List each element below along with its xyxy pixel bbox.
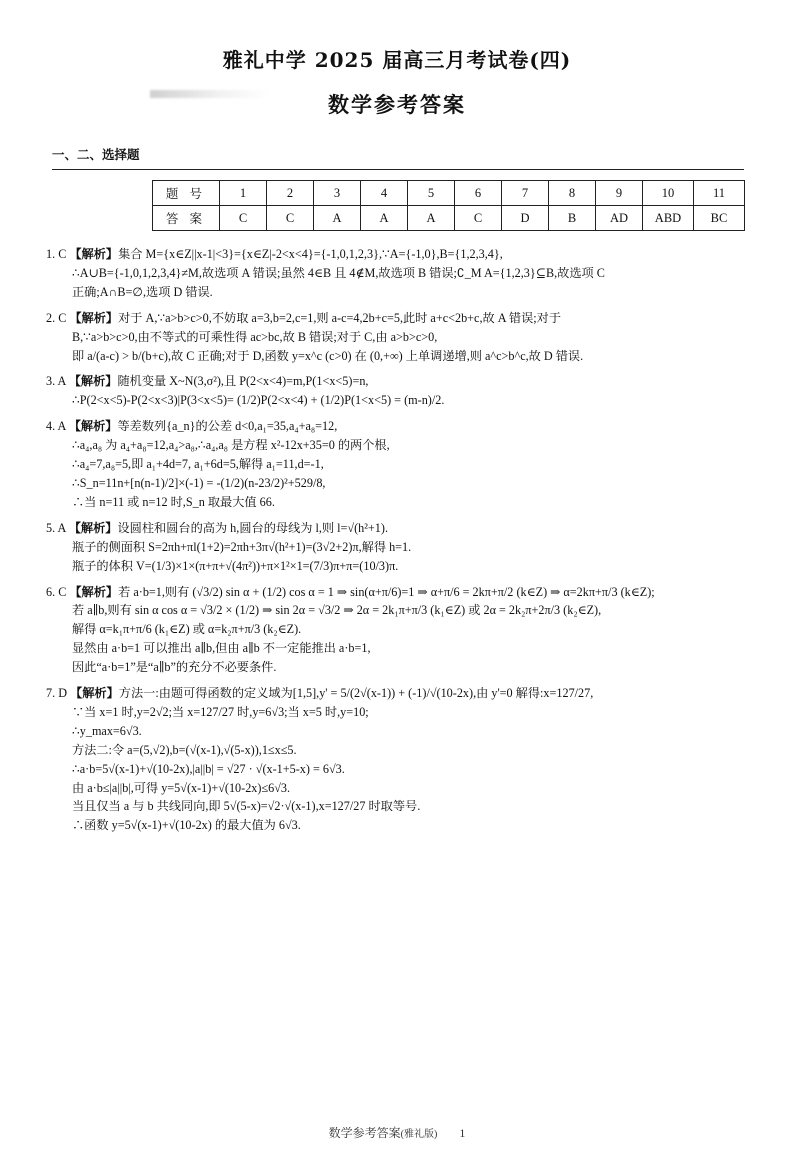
solution-line: ∴a₄=7,a₈=5,即 a₁+4d=7, a₁+6d=5,解得 a₁=11,d=-1,: [72, 457, 324, 472]
solution-answer: A: [57, 419, 66, 434]
solution-item-6: [46, 583, 738, 678]
solution-line: 瓶子的体积 V=(1/3)×1×(π+π+√(4π²))+π×1²×1=(7/3)π+π=(10/3)π.: [72, 558, 399, 573]
answer-cell: A: [361, 206, 408, 231]
answer-cell: C: [220, 206, 267, 231]
answer-cell: B: [549, 206, 596, 231]
solution-number: 6.: [46, 584, 56, 599]
solution-item-1: [46, 245, 738, 302]
table-row-questions: [153, 181, 745, 206]
solution-number: 5.: [46, 520, 56, 535]
solution-line: B,∵a>b>c>0,由不等式的可乘性得 ac>bc,故 B 错误;对于 C,由 a>b>c>0,: [72, 329, 438, 344]
solution-answer: A: [57, 374, 66, 389]
solution-line: ∴a₄,a₈ 为 a₄+a₈=12,a₄>a₈,∴a₄,a₈ 是方程 x²-12x+35=0 的两个根,: [72, 438, 390, 453]
question-number: 8: [549, 181, 596, 206]
page-footer: [0, 1124, 794, 1141]
solution-line: ∴S_n=11n+[n(n-1)/2]×(-1) = -(1/2)(n-23/2)²+529/8,: [72, 475, 326, 490]
solution-line: ∴P(2<x<5)-P(2<x<3)|P(3<x<5)= (1/2)P(2<x<4) + (1/2)P(1<x<5) = (m-n)/2.: [72, 393, 445, 408]
answer-cell: D: [502, 206, 549, 231]
footer-title: 数学参考答案: [328, 1126, 401, 1140]
solution-number: 3.: [46, 374, 56, 389]
solution-line: 因此“a·b=1”是“a∥b”的充分不必要条件.: [72, 660, 277, 675]
answer-cell: A: [408, 206, 455, 231]
solution-line: 若 a∥b,则有 sin α cos α = √3/2 × (1/2) ⇒ sin 2α = √3/2 ⇒ 2α = 2k₁π+π/3 (k₁∈Z) 或 2α = 2k₂π+2π/3 (k₂∈Z),: [72, 603, 602, 618]
page-subtitle: 数学参考答案: [328, 92, 466, 117]
page-title: 雅礼中学 2025 届高三月考试卷(四): [222, 48, 572, 72]
answer-cell: C: [267, 206, 314, 231]
solution-answer: C: [58, 584, 67, 599]
solution-line: 方法二:令 a=(5,√2),b=(√(x-1),√(5-x)),1≤x≤5.: [72, 742, 297, 757]
question-number: 10: [643, 181, 694, 206]
answer-table: [152, 180, 745, 231]
solution-item-2: [46, 309, 738, 366]
solution-item-5: [46, 519, 738, 576]
solution-tag: 【解析】: [70, 686, 119, 701]
question-number: 4: [361, 181, 408, 206]
solution-line: 对于 A,∵a>b>c>0,不妨取 a=3,b=2,c=1,则 a-c=4,2b+c=5,此时 a+c<2b+c,故 A 错误;对于: [118, 310, 562, 325]
solution-number: 1.: [46, 247, 56, 261]
answer-cell: C: [455, 206, 502, 231]
answer-cell: A: [314, 206, 361, 231]
answer-sheet-page: [0, 44, 794, 1167]
solution-tag: 【解析】: [69, 310, 119, 325]
answer-cell: ABD: [643, 206, 694, 231]
solution-answer: C: [58, 310, 67, 325]
solution-line: ∴A∪B={-1,0,1,2,3,4}≠M,故选项 A 错误;虽然 4∈B 且 4∉M,故选项 B 错误;∁_M A={1,2,3}⊆B,故选项 C: [72, 265, 605, 280]
solution-number: 7.: [46, 686, 56, 701]
solution-line: 显然由 a·b=1 可以推出 a∥b,但由 a∥b 不一定能推出 a·b=1,: [72, 641, 371, 656]
solution-line: ∴a·b=5√(x-1)+√(10-2x),|a||b| = √27 · √(x-1+5-x) = 6√3.: [72, 761, 345, 776]
solution-tag: 【解析】: [68, 374, 118, 389]
solution-line: 集合 M={x∈Z||x-1|<3}={x∈Z|-2<x<4}={-1,0,1,2,3},∵A={-1,0},B={1,2,3,4},: [118, 247, 503, 261]
row-label-answers: 答 案: [153, 206, 220, 231]
solution-tag: 【解析】: [68, 520, 118, 535]
row-label-questions: 题 号: [153, 181, 220, 206]
solutions-list: [0, 245, 794, 835]
scan-artifact: [150, 90, 270, 98]
page-number: 1: [459, 1126, 466, 1140]
solution-line: 即 a/(a-c) > b/(b+c),故 C 正确;对于 D,函数 y=x^c (c>0) 在 (0,+∞) 上单调递增,则 a^c>b^c,故 D 错误.: [72, 348, 584, 363]
solution-line: 设圆柱和圆台的高为 h,圆台的母线为 l,则 l=√(h²+1).: [117, 520, 388, 535]
solution-tag: 【解析】: [69, 247, 119, 261]
section-divider: [52, 169, 744, 170]
answer-cell: BC: [694, 206, 745, 231]
solution-item-7: [46, 684, 738, 835]
solution-line: 若 a·b=1,则有 (√3/2) sin α + (1/2) cos α = 1 ⇒ sin(α+π/6)=1 ⇒ α+π/6 = 2kπ+π/2 (k∈Z) ⇒ α=2kπ+π/3 (k∈Z);: [118, 584, 655, 599]
solution-line: ∵当 x=1 时,y=2√2;当 x=127/27 时,y=6√3;当 x=5 时,y=10;: [72, 704, 369, 719]
solution-number: 2.: [46, 310, 56, 325]
solution-tag: 【解析】: [68, 419, 118, 434]
solution-line: ∴函数 y=5√(x-1)+√(10-2x) 的最大值为 6√3.: [72, 818, 301, 833]
solution-line: 由 a·b≤|a||b|,可得 y=5√(x-1)+√(10-2x)≤6√3.: [72, 780, 291, 795]
question-number: 6: [455, 181, 502, 206]
solution-answer: A: [57, 520, 66, 535]
table-row-answers: [153, 206, 745, 231]
solution-line: 方法一:由题可得函数的定义域为[1,5],y' = 5/(2√(x-1)) + (-1)/√(10-2x),由 y'=0 解得:x=127/27,: [118, 686, 594, 701]
question-number: 3: [314, 181, 361, 206]
solution-line: 等差数列{a_n}的公差 d<0,a₁=35,a₄+a₈=12,: [117, 419, 338, 434]
solution-number: 4.: [46, 419, 56, 434]
solution-line: 随机变量 X~N(3,σ²),且 P(2<x<4)=m,P(1<x<5)=n,: [117, 374, 369, 389]
question-number: 9: [596, 181, 643, 206]
section-heading: 一、二、选择题: [52, 148, 140, 162]
solution-tag: 【解析】: [69, 584, 119, 599]
question-number: 2: [267, 181, 314, 206]
answer-cell: AD: [596, 206, 643, 231]
solution-line: 瓶子的侧面积 S=2πh+πl(1+2)=2πh+3π√(h²+1)=(3√2+2)π,解得 h=1.: [72, 539, 412, 554]
solution-line: ∴y_max=6√3.: [72, 723, 142, 738]
solution-answer: C: [58, 247, 67, 261]
question-number: 5: [408, 181, 455, 206]
solution-line: 当且仅当 a 与 b 共线同向,即 5√(5-x)=√2·√(x-1),x=127/27 时取等号.: [72, 799, 421, 814]
footer-note: (雅礼版): [400, 1129, 438, 1140]
solution-item-4: [46, 417, 738, 512]
solution-line: 正确;A∩B=∅,选项 D 错误.: [72, 284, 213, 299]
solution-line: ∴当 n=11 或 n=12 时,S_n 取最大值 66.: [72, 494, 275, 509]
question-number: 7: [502, 181, 549, 206]
question-number: 11: [694, 181, 745, 206]
solution-answer: D: [58, 686, 67, 701]
solution-line: 解得 α=k₁π+π/6 (k₁∈Z) 或 α=k₂π+π/3 (k₂∈Z).: [72, 622, 302, 637]
question-number: 1: [220, 181, 267, 206]
solution-item-3: [46, 372, 738, 410]
